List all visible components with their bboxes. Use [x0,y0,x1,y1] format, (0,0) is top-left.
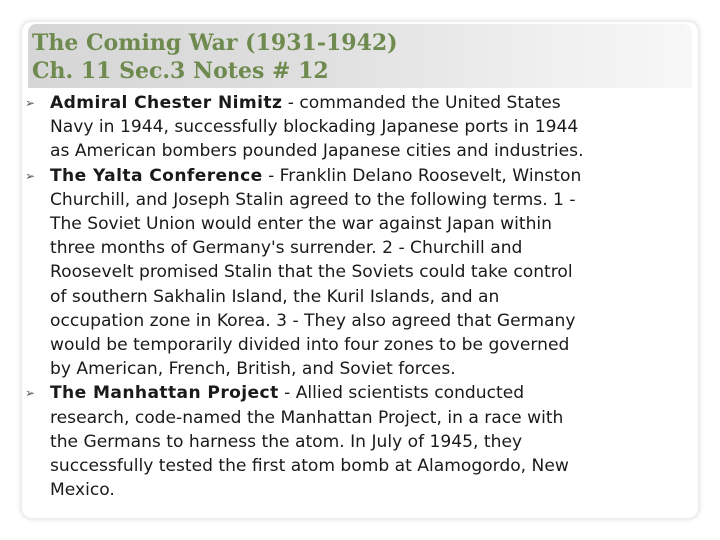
bullet-line [50,91,695,115]
bullet-line: would be temporarily divided into four zones to be governed [50,335,570,356]
bullet-nimitz [25,91,695,164]
bullet-line: three months of Germany's surrender. 2 - Churchill and [50,238,523,259]
bullet-line: Mexico. [50,480,115,501]
bullet-line: successfully tested the first atom bomb at Alamogordo, New [50,456,569,477]
slide-title-line-2: Ch. 11 Sec.3 Notes # 12 [32,58,329,84]
bullet-line: of southern Sakhalin Island, the Kuril Islands, and an [50,286,500,307]
bullet-line: Churchill, and Joseph Stalin agreed to the following terms. 1 - [50,189,576,210]
bullet-line [50,381,695,405]
bullet-line: by American, French, British, and Soviet forces. [50,359,456,380]
arrow-bullet-icon: ➢ [25,96,36,110]
bullet-term: The Manhattan Project [50,383,279,404]
slide-title-line-1: The Coming War (1931-1942) [32,30,398,56]
notes-content [25,91,695,502]
bullet-text: - commanded the United States [282,93,561,113]
bullet-line: the Germans to harness the atom. In July of 1945, they [50,431,523,452]
slide-title [32,29,398,85]
bullet-line: as American bombers pounded Japanese cities and industries. [50,141,584,162]
bullet-term: Admiral Chester Nimitz [50,93,283,113]
bullet-line: research, code-named the Manhattan Project, in a race with [50,407,564,428]
bullet-line: Roosevelt promised Stalin that the Soviets could take control [50,262,573,283]
bullet-text: - Franklin Delano Roosevelt, Winston [262,165,582,186]
bullet-manhattan [25,381,695,502]
bullet-text: - Allied scientists conducted [278,383,525,404]
arrow-bullet-icon: ➢ [25,386,36,401]
bullet-line: The Soviet Union would enter the war against Japan within [50,214,552,235]
bullet-line: Navy in 1944, successfully blockading Japanese ports in 1944 [50,117,579,138]
bullet-line: occupation zone in Korea. 3 - They also agreed that Germany [50,310,576,331]
bullet-term: The Yalta Conference [50,165,263,186]
bullet-line [50,164,695,188]
bullet-yalta [25,164,695,382]
arrow-bullet-icon: ➢ [25,168,36,183]
